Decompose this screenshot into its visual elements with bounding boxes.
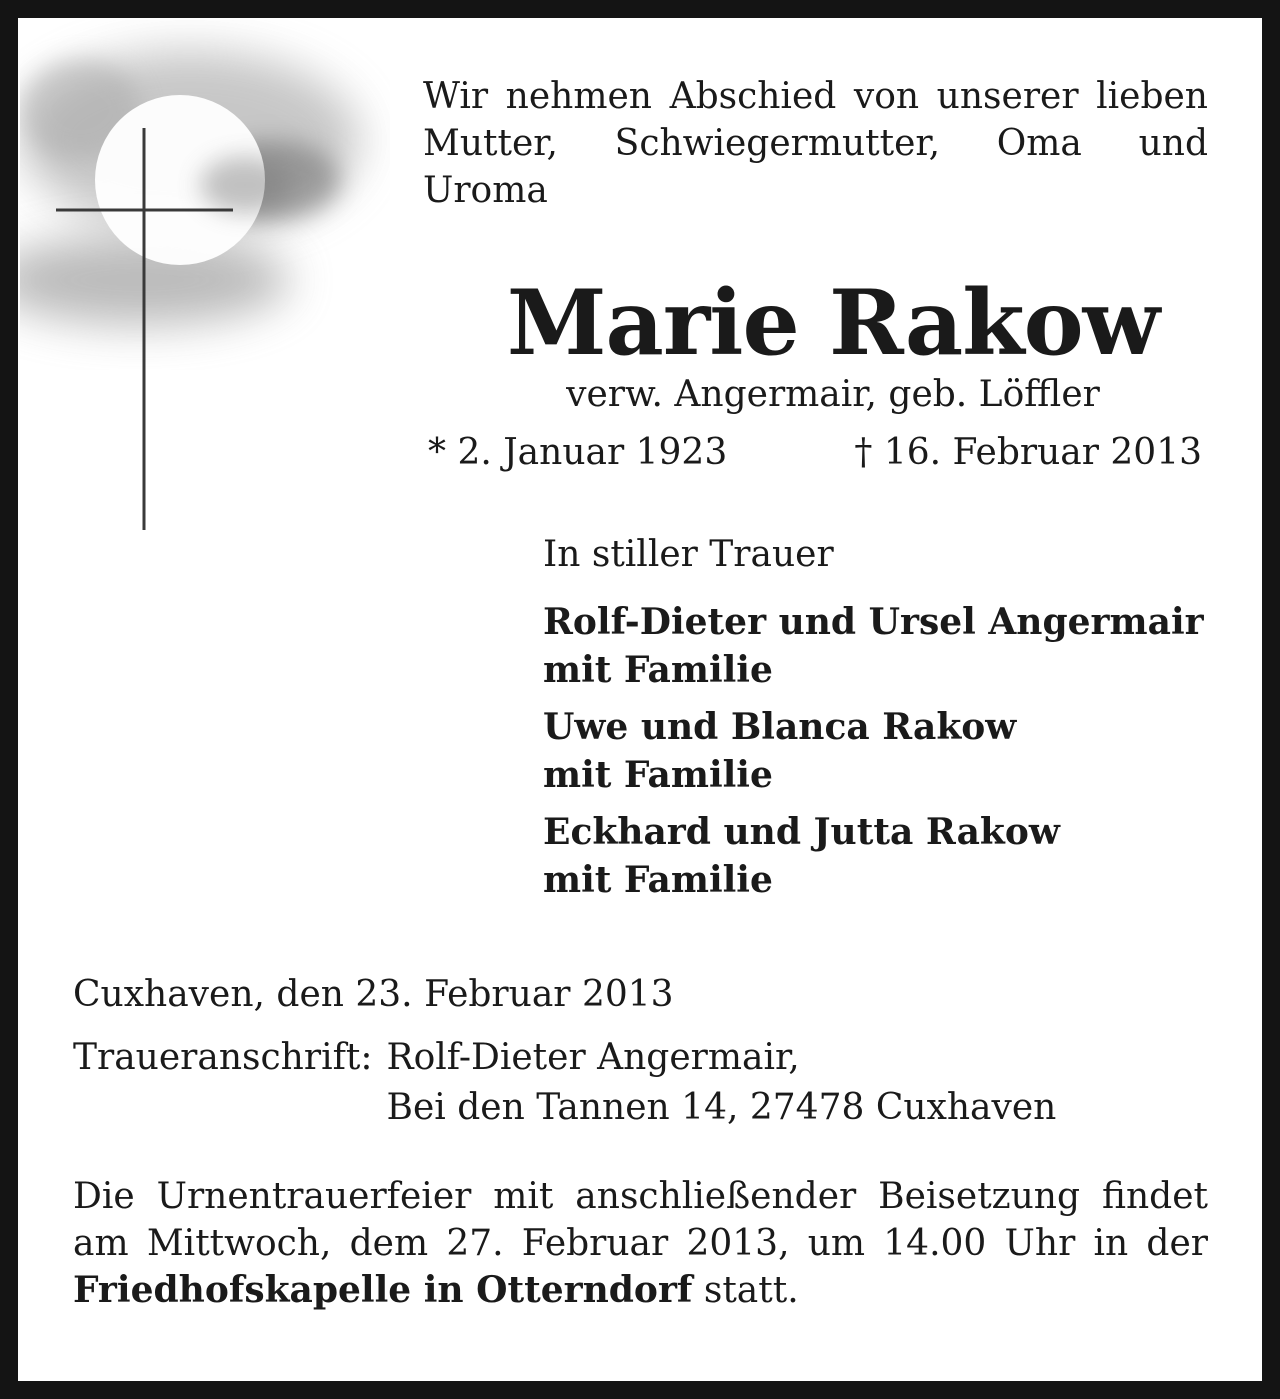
intro-text: Wir nehmen Abschied von unserer lieben Mutter, Schwiegermutter, Oma und Uroma xyxy=(423,76,1208,211)
family-suffix: mit Familie xyxy=(543,859,773,901)
death-date: † 16. Februar 2013 xyxy=(854,432,1202,473)
ceremony-pre: Die Urnentrauerfeier mit anschließender Beisetzung findet am Mittwoch, dem 27. Februar 2013, um 14.00 Uhr in der xyxy=(73,1176,1208,1264)
address-line2: Bei den Tannen 14, 27478 Cuxhaven xyxy=(386,1087,1057,1128)
ceremony-text xyxy=(73,1173,1208,1314)
family-suffix: mit Familie xyxy=(543,754,773,796)
family-entry xyxy=(543,703,1263,799)
mourning-address xyxy=(73,1033,1056,1133)
family-names: Rolf-Dieter und Ursel Angermair xyxy=(543,601,1204,643)
family-entry xyxy=(543,808,1263,904)
address-value xyxy=(373,1033,1057,1133)
ceremony-place: Friedhofskapelle in Otterndorf xyxy=(73,1269,693,1311)
address-line1: Rolf-Dieter Angermair, xyxy=(386,1037,800,1078)
maiden-name: verw. Angermair, geb. Löffler xyxy=(566,374,1100,415)
family-names: Uwe und Blanca Rakow xyxy=(543,706,1017,748)
mourning-heading: In stiller Trauer xyxy=(543,534,834,575)
family-names: Eckhard und Jutta Rakow xyxy=(543,811,1060,853)
ceremony-post: statt. xyxy=(692,1270,799,1311)
place-date: Cuxhaven, den 23. Februar 2013 xyxy=(73,974,674,1015)
address-label: Traueranschrift: xyxy=(73,1037,373,1078)
family-entry xyxy=(543,598,1263,694)
birth-date: * 2. Januar 1923 xyxy=(428,432,728,473)
family-suffix: mit Familie xyxy=(543,649,773,691)
cross-moon-artwork xyxy=(20,20,390,550)
deceased-name: Marie Rakow xyxy=(506,270,1160,376)
